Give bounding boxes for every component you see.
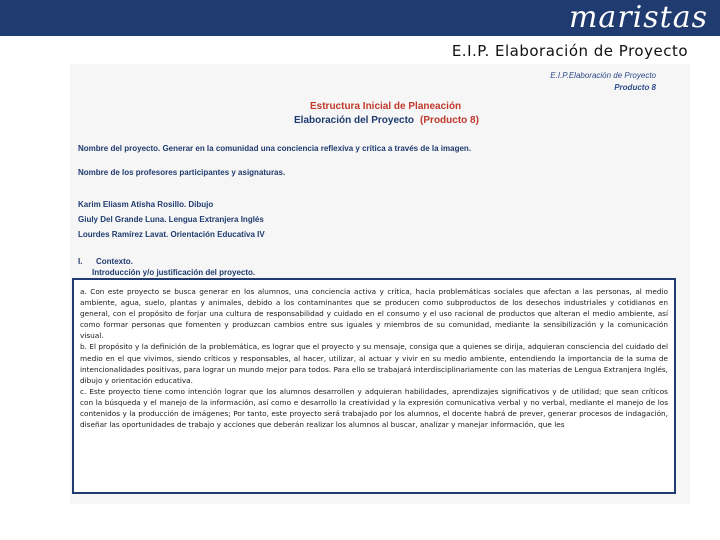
- doc-header-title: E.I.P.Elaboración de Proyecto: [550, 71, 656, 80]
- doc-header-product: Producto 8: [614, 83, 656, 92]
- project-name: Nombre del proyecto. Generar en la comunidad una conciencia reflexiva y crítica a través de la imagen.: [78, 144, 472, 153]
- context-number: I.: [78, 257, 83, 266]
- teacher-item: Lourdes Ramírez Lavat. Orientación Educativa IV: [78, 230, 265, 239]
- paragraph-b: b. El propósito y la definición de la problemática, es lograr que el proyecto y su mensaje, consiga que a quienes se dirija, adquieran consciencia del cuidado del medio en el que vivimos, siendo críticos y responsables, al hacer, utilizar, al actuar y vivir en su medio ambiente, entendiendo la importancia de la suma de intencionalidades positivas, para lograr un mundo mejor para todos. Para ello se trabajará interdisciplinariamente con las materias de Lengua Extranjera Inglés, dibujo y orientación educativa.: [80, 342, 668, 385]
- maristas-logo: maristas: [568, 0, 708, 35]
- slide-title: E.I.P. Elaboración de Proyecto: [451, 42, 688, 60]
- doc-subtitle-text: Elaboración del Proyecto: [294, 115, 415, 126]
- paragraph-a: a. Con este proyecto se busca generar en los alumnos, una conciencia activa y crítica, hacia problemáticas sociales que afectan a las personas, al medio ambiente, agua, suelo, plantas y animales, debido a los contaminantes que se producen como subproductos de los desechos industriales y cotidianos en general, con el propósito de forjar una cultura de responsabilidad y cuidado en el consumo y el uso racional de productos que alteran el medio ambiente, así como formar personas que fomenten y produzcan cambios entre sus iguales y miembros de su comunidad, mediante la sensibilización y la comunicación visual.: [80, 287, 668, 341]
- teachers-heading: Nombre de los profesores participantes y asignaturas.: [78, 168, 286, 177]
- doc-title: Estructura Inicial de Planeación: [310, 101, 462, 112]
- paragraph-c: c. Este proyecto tiene como intención lograr que los alumnos desarrollen y adquieran habilidades, aprendizajes significativos y de utilidad; que sean críticos con la búsqueda y el manejo de la información, así como e desarrollo la creatividad y la expresión comunicativa verbal y no verbal, mediante el manejo de los contenidos y la producción de imágenes; Por tanto, este proyecto será trabajado por los alumnos, el docente habrá de prever, generar procesos de indagación, diseñar las oportunidades de trabajo y acciones que deberán realizar los alumnos al buscar, analizar y manejar información, que les: [80, 386, 668, 430]
- context-heading: [78, 257, 133, 266]
- doc-subtitle: [294, 115, 479, 126]
- document-image: [70, 64, 690, 504]
- context-label: Contexto.: [96, 257, 133, 266]
- teacher-item: Giuly Del Grande Luna. Lengua Extranjera Inglés: [78, 215, 264, 224]
- doc-subtitle-tag: (Producto 8): [420, 115, 479, 126]
- header-band: [0, 0, 720, 36]
- justification-box: [72, 278, 676, 494]
- teacher-item: Karim Eliasm Atisha Rosillo. Dibujo: [78, 200, 214, 209]
- intro-heading: Introducción y/o justificación del proyecto.: [92, 268, 256, 277]
